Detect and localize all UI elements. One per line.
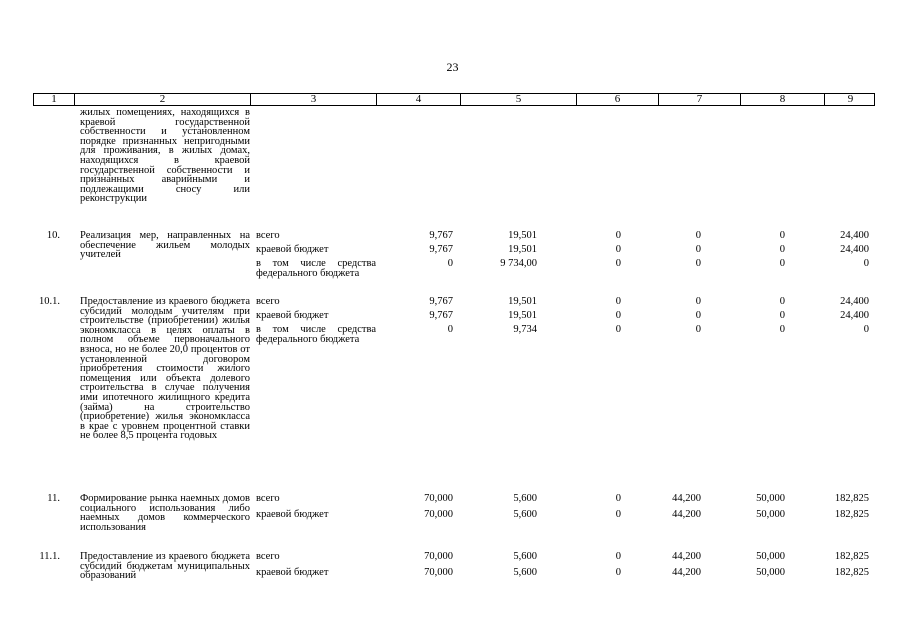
value-col-9: 182,825 — [834, 493, 869, 504]
row-description: Формирование рынка наемных домов социального использования либо наемных домов коммерческого использования — [80, 493, 250, 533]
row-number: 10.1. — [39, 296, 60, 307]
row-number: 11. — [47, 493, 60, 504]
header-col-7: 7 — [658, 94, 740, 105]
value-col-9: 182,825 — [834, 509, 869, 520]
value-col-4: 70,000 — [424, 567, 453, 578]
value-col-4: 9,767 — [429, 310, 453, 321]
value-col-8: 0 — [779, 244, 785, 255]
value-col-6: 0 — [615, 324, 621, 335]
value-col-6: 0 — [615, 567, 621, 578]
value-col-6: 0 — [615, 493, 621, 504]
value-col-7: 0 — [695, 324, 701, 335]
value-col-6: 0 — [615, 296, 621, 307]
fund-label: краевой бюджет — [256, 567, 329, 578]
value-col-5: 19,501 — [508, 244, 537, 255]
row-description: Предоставление из краевого бюджета субсидий бюджетам муниципальных образований — [80, 551, 250, 582]
header-col-3: 3 — [250, 94, 376, 105]
value-col-8: 0 — [779, 296, 785, 307]
value-col-8: 50,000 — [756, 567, 785, 578]
value-col-4: 70,000 — [424, 551, 453, 562]
value-col-6: 0 — [615, 230, 621, 241]
header-col-8: 8 — [740, 94, 824, 105]
value-col-6: 0 — [615, 310, 621, 321]
value-col-7: 0 — [695, 296, 701, 307]
value-col-8: 0 — [779, 258, 785, 269]
value-col-5: 19,501 — [508, 310, 537, 321]
header-col-2: 2 — [74, 94, 250, 105]
value-col-9: 182,825 — [834, 551, 869, 562]
value-col-5: 5,600 — [513, 509, 537, 520]
value-col-4: 0 — [447, 324, 453, 335]
value-col-7: 0 — [695, 310, 701, 321]
value-col-8: 0 — [779, 310, 785, 321]
value-col-5: 5,600 — [513, 493, 537, 504]
fund-label: в том числе средства федерального бюджета — [256, 258, 376, 279]
value-col-5: 9 734,00 — [500, 258, 537, 269]
value-col-6: 0 — [615, 509, 621, 520]
value-col-6: 0 — [615, 551, 621, 562]
row-description: Предоставление из краевого бюджета субсидий молодым учителям при строительстве (приобретении) жилья экономкласса в целях оплаты в полном объеме первоначального взноса, но не более 20,0 процентов от установленной договором приобретения стоимости жилого помещения или объекта долевого строительства в случае получения ими ипотечного жилищного кредита (займа) на строительство (приобретение) жилья экономкласса в крае с уровнем процентной ставки не более 8,5 процента годовых — [80, 296, 250, 442]
value-col-4: 0 — [447, 258, 453, 269]
value-col-5: 9,734 — [513, 324, 537, 335]
value-col-4: 9,767 — [429, 296, 453, 307]
value-col-6: 0 — [615, 244, 621, 255]
header-col-9: 9 — [824, 94, 876, 105]
value-col-9: 0 — [863, 258, 869, 269]
value-col-9: 24,400 — [840, 310, 869, 321]
header-col-5: 5 — [460, 94, 576, 105]
value-col-9: 24,400 — [840, 230, 869, 241]
value-col-5: 5,600 — [513, 567, 537, 578]
header-col-6: 6 — [576, 94, 658, 105]
row-number: 11.1. — [39, 551, 60, 562]
value-col-5: 19,501 — [508, 296, 537, 307]
fund-label: краевой бюджет — [256, 509, 329, 520]
value-col-7: 0 — [695, 244, 701, 255]
value-col-4: 9,767 — [429, 230, 453, 241]
value-col-8: 50,000 — [756, 493, 785, 504]
value-col-5: 19,501 — [508, 230, 537, 241]
value-col-4: 70,000 — [424, 509, 453, 520]
value-col-7: 0 — [695, 230, 701, 241]
row-number: 10. — [46, 230, 60, 241]
value-col-6: 0 — [615, 258, 621, 269]
fund-label: в том числе средства федерального бюджета — [256, 324, 376, 345]
value-col-7: 44,200 — [672, 567, 701, 578]
value-col-4: 9,767 — [429, 244, 453, 255]
value-col-7: 44,200 — [672, 509, 701, 520]
value-col-9: 24,400 — [840, 296, 869, 307]
value-col-7: 44,200 — [672, 493, 701, 504]
value-col-8: 50,000 — [756, 551, 785, 562]
value-col-9: 24,400 — [840, 244, 869, 255]
fund-label: всего — [256, 551, 280, 562]
fund-label: всего — [256, 230, 280, 241]
fund-label: всего — [256, 296, 280, 307]
header-col-1: 1 — [51, 93, 57, 105]
fund-label: краевой бюджет — [256, 244, 329, 255]
value-col-4: 70,000 — [424, 493, 453, 504]
value-col-8: 0 — [779, 324, 785, 335]
page-number: 23 — [446, 60, 459, 74]
continuation-description: жилых помещениях, находящихся в краевой государственной собственности и установленном порядке признанных непригодными для проживания, в жилых домах, находящихся в краевой государственной собственности и признанных аварийными и подлежащими сносу или реконструкции — [80, 107, 250, 205]
value-col-9: 182,825 — [834, 567, 869, 578]
value-col-8: 0 — [779, 230, 785, 241]
header-col-4: 4 — [376, 94, 460, 105]
fund-label: краевой бюджет — [256, 310, 329, 321]
value-col-7: 44,200 — [672, 551, 701, 562]
fund-label: всего — [256, 493, 280, 504]
value-col-8: 50,000 — [756, 509, 785, 520]
row-description: Реализация мер, направленных на обеспечение жильем молодых учителей — [80, 230, 250, 261]
value-col-5: 5,600 — [513, 551, 537, 562]
value-col-9: 0 — [863, 324, 869, 335]
table-header — [33, 93, 875, 106]
value-col-7: 0 — [695, 258, 701, 269]
